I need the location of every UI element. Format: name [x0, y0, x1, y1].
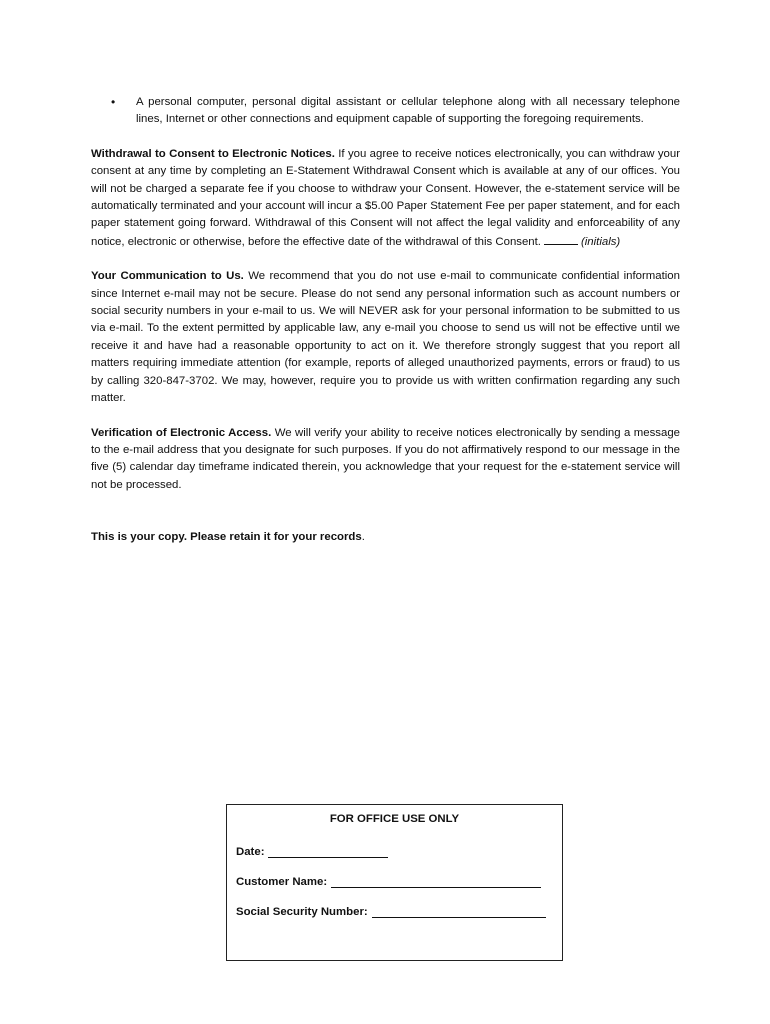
customer-name-line[interactable] [331, 875, 541, 888]
customer-name-field [236, 875, 541, 888]
verification-heading: Verification of Electronic Access. [91, 426, 272, 439]
office-use-box [226, 804, 563, 961]
verification-paragraph [91, 425, 680, 495]
copy-notice [91, 529, 365, 546]
date-label: Date: [236, 846, 265, 858]
withdrawal-body: If you agree to receive notices electronically, you can withdraw your consent at any time by completing an E-Statement Withdrawal Consent which is available at any of our offices. You will not be charged a separate fee if you choose to withdraw your Consent. However, the e-statement service will be automatically terminated and your account will incur a $5.00 Paper Statement Fee per paper statement, and for each paper statement going forward. Withdrawal of this Consent will not affect the legal validity and enforceability of any notice, electronic or otherwise, before the effective date of the withdrawal of this Consent. [91, 147, 680, 248]
verification-body: We will verify your ability to receive notices electronically by sending a message to the e-mail address that you designate for such purposes. If you do not affirmatively respond to our message in the five (5) calendar day timeframe indicated therein, you acknowledge that your request for the e-statement service will not be processed. [91, 426, 681, 491]
date-line[interactable] [268, 845, 388, 858]
withdrawal-paragraph [91, 146, 680, 251]
requirement-bullet [111, 94, 680, 129]
consent-body [91, 94, 680, 494]
communication-paragraph [91, 268, 680, 407]
bullet-icon: • [111, 95, 116, 109]
copy-notice-tail: . [361, 531, 365, 543]
initials-label: (initials) [580, 235, 621, 248]
copy-notice-bold: This is your copy. Please retain it for your records [91, 531, 362, 543]
customer-name-label: Customer Name: [236, 876, 328, 888]
communication-heading: Your Communication to Us. [91, 270, 244, 283]
ssn-line[interactable] [372, 905, 546, 918]
withdrawal-heading: Withdrawal to Consent to Electronic Notices. [91, 147, 335, 160]
bullet-text: A personal computer, personal digital assistant or cellular telephone along with all necessary telephone lines, Internet or other connections and equipment capable of supporting the foregoing requirements. [136, 96, 680, 126]
initials-blank[interactable] [544, 233, 578, 245]
communication-body: We recommend that you do not use e-mail to communicate confidential information since Internet e-mail may not be secure. Please do not send any personal information such as account numbers or social security numbers in your e-mail to us. We will NEVER ask for your personal information to be submitted to us via e-mail. To the extent permitted by applicable law, any e-mail you choose to send us will not be effective until we receive it and have had a reasonable opportunity to act on it. We therefore strongly suggest that you report all matters requiring immediate attention (for example, reports of alleged unauthorized payments, errors or fraud) to us by calling 320-847-3702. We may, however, require you to provide us with written confirmation regarding any such matter. [91, 270, 680, 405]
date-field [236, 845, 388, 858]
office-use-title: FOR OFFICE USE ONLY [329, 813, 460, 825]
ssn-field [236, 905, 546, 918]
ssn-label: Social Security Number: [236, 906, 368, 918]
